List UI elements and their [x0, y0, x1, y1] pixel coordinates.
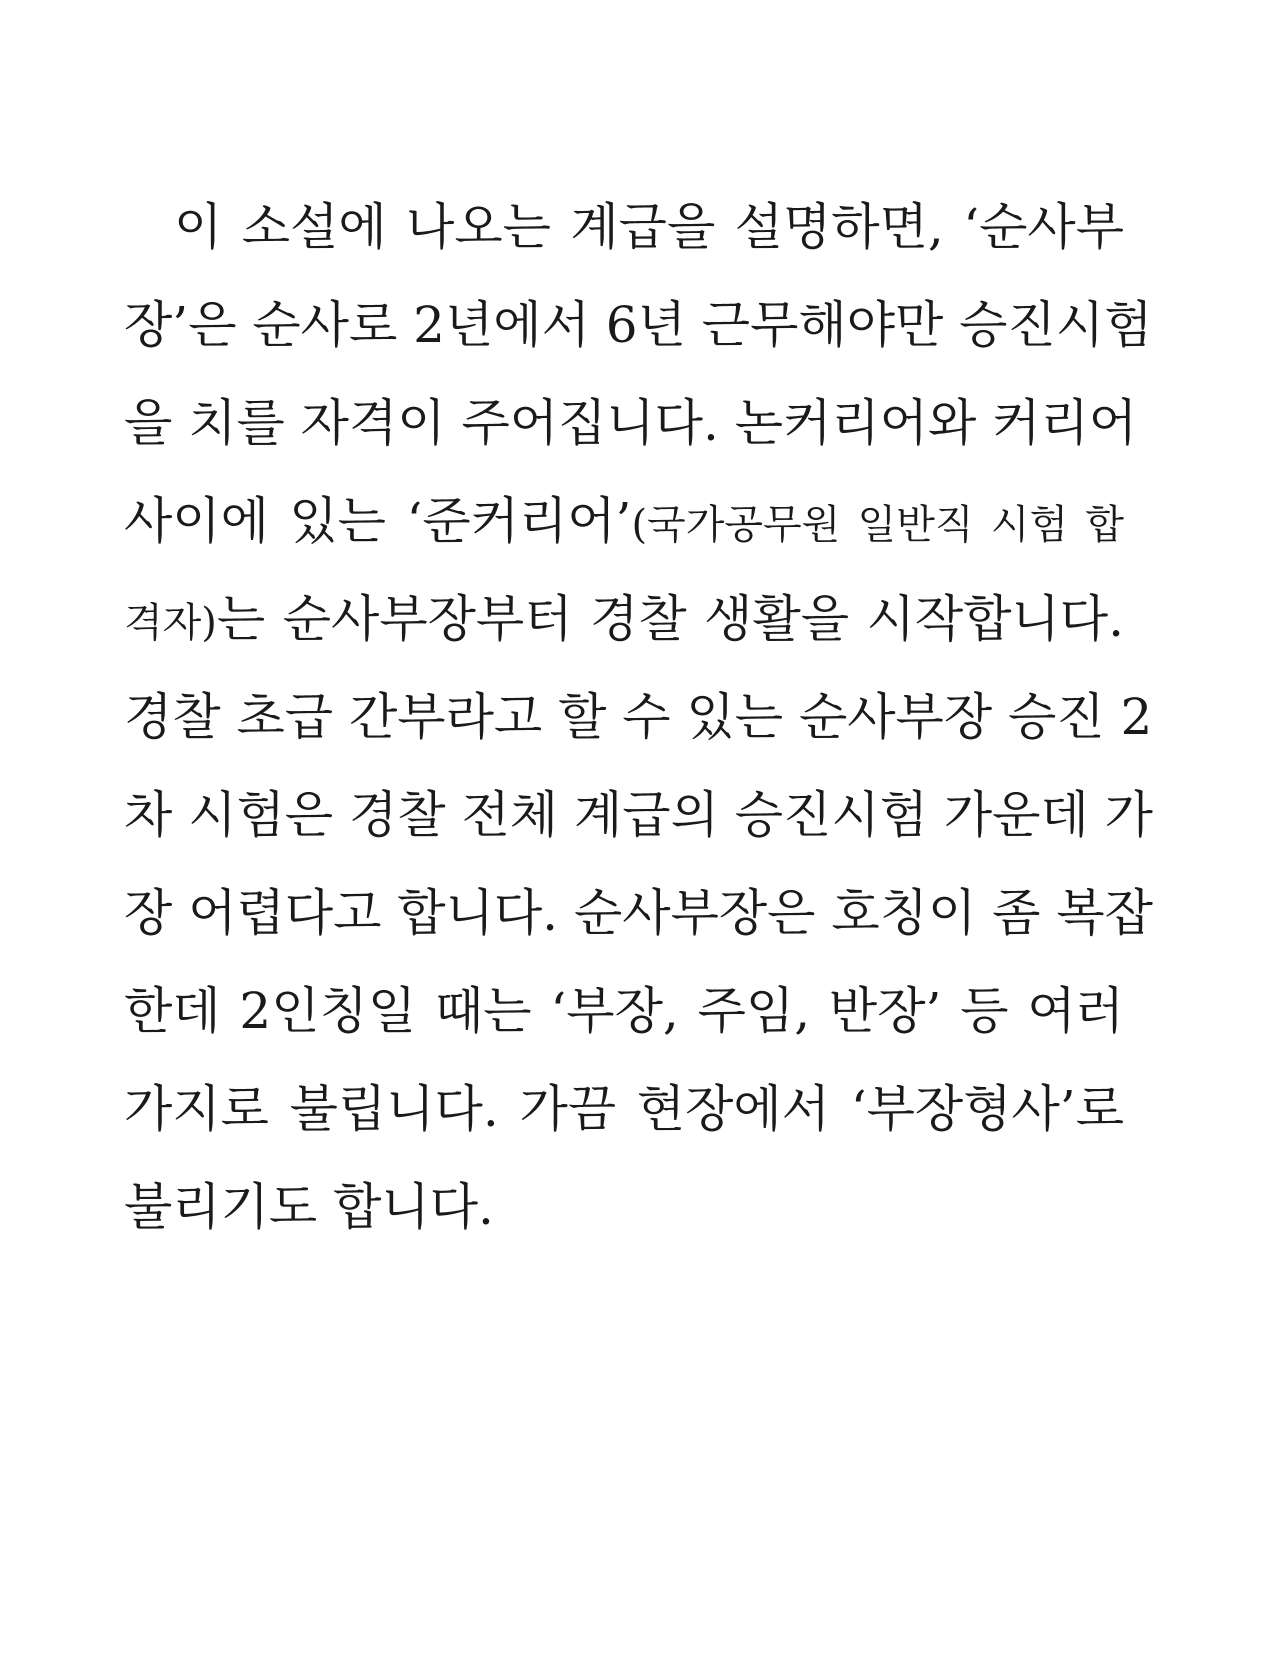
- text-line-3: 을 치를 자격이 주어집니다. 논커리어와 커리어: [124, 394, 1138, 452]
- text-line-7: 차 시험은 경찰 전체 계급의 승진시험 가운데 가: [124, 786, 1153, 844]
- text-line-5: [124, 570, 1124, 668]
- text-line-5-main: 는 순사부장부터 경찰 생활을 시작합니다.: [216, 590, 1124, 648]
- text-line-5-parenthetical: 격자): [124, 600, 217, 646]
- text-line-8: 장 어렵다고 합니다. 순사부장은 호칭이 좀 복잡: [124, 884, 1153, 942]
- body-paragraph: [124, 178, 1153, 1256]
- text-line-6: 경찰 초급 간부라고 할 수 있는 순사부장 승진 2: [124, 688, 1153, 746]
- text-line-1: 이 소설에 나오는 계급을 설명하면, ‘순사부: [174, 198, 1124, 256]
- text-line-10: 가지로 불립니다. 가끔 현장에서 ‘부장형사’로: [124, 1080, 1124, 1138]
- text-line-4-parenthetical: (국가공무원 일반직 시험 합: [631, 502, 1124, 548]
- text-line-9: 한데 2인칭일 때는 ‘부장, 주임, 반장’ 등 여러: [124, 982, 1124, 1040]
- text-line-4-main: 사이에 있는 ‘준커리어’: [124, 492, 632, 550]
- text-line-2: 장’은 순사로 2년에서 6년 근무해야만 승진시험: [124, 296, 1153, 354]
- text-line-11: 불리기도 합니다.: [124, 1178, 494, 1236]
- text-line-4: [124, 472, 1124, 570]
